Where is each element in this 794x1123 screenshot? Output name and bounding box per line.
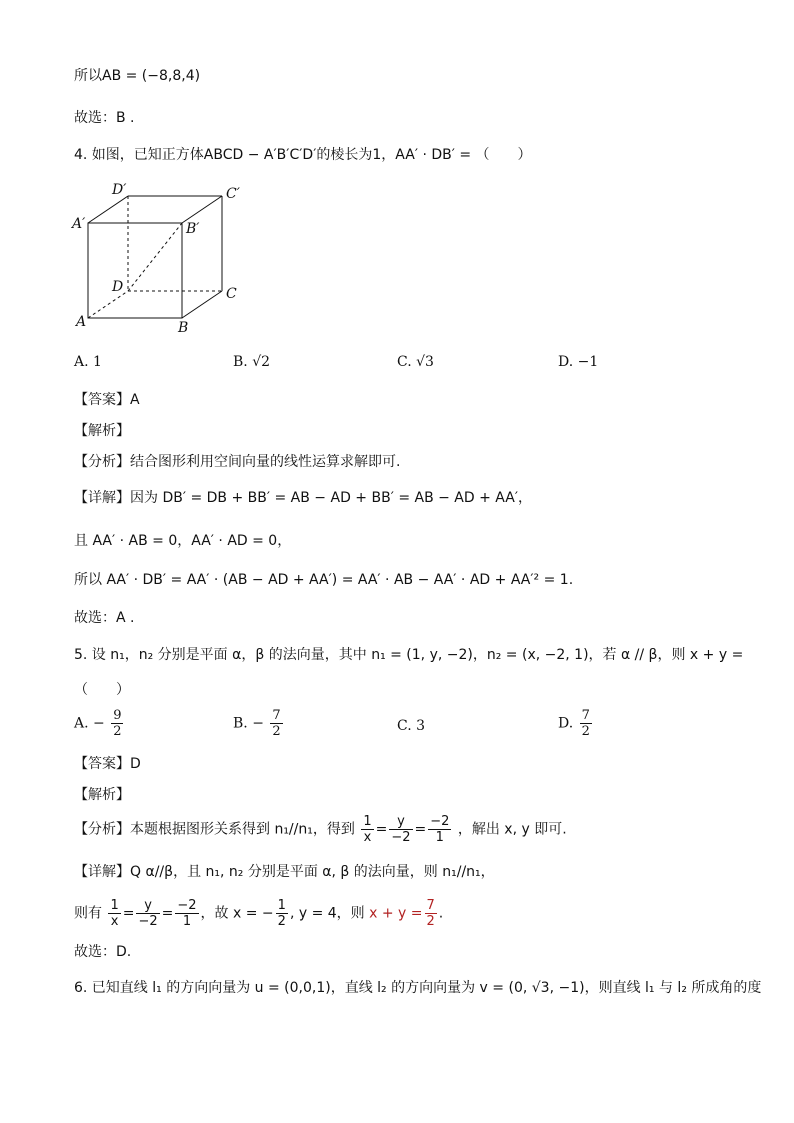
label-d: D (112, 279, 124, 295)
fraction-denominator: −2 (138, 914, 158, 929)
q4-detail-3: 所以 AA′ · DB′ = AA′ · (AB − AD + AA′) = AA′ · AB − AA′ · AD + AA′² = 1. (74, 572, 574, 588)
fraction-numerator: 1 (363, 814, 372, 829)
q5-choice: 故选：D. (74, 944, 132, 960)
q5-fenxi-fraction-2 (389, 814, 412, 845)
fraction-numerator: 1 (277, 898, 286, 913)
q5-option-b (233, 708, 285, 739)
fraction-numerator: −2 (430, 814, 450, 829)
q5-fenxi-text-b: ，解出 x, y 即可. (457, 821, 567, 838)
q4-answer: 【答案】A (74, 392, 140, 408)
prev-answer: 故选：B . (74, 110, 135, 126)
q5-option-b-prefix: B. − (233, 715, 264, 732)
fraction-denominator: 2 (581, 724, 590, 739)
cube-figure (70, 178, 250, 338)
fraction-denominator: 2 (426, 914, 435, 929)
q5-option-b-fraction (270, 708, 282, 739)
label-c: C (226, 286, 237, 302)
label-a: A (76, 314, 87, 330)
q5-detail-2-highlight: x + y = (369, 905, 423, 922)
fraction-numerator: 7 (426, 898, 435, 913)
q5-blank: （ ） (74, 682, 130, 698)
label-d-prime: D′ (112, 182, 127, 198)
q5-analysis-label: 【解析】 (74, 787, 130, 803)
q4-option-d: D. −1 (558, 354, 599, 370)
q5-detail-fraction-2 (136, 898, 159, 929)
fraction-numerator: 7 (581, 708, 590, 723)
q5-detail-fraction-1 (108, 898, 120, 929)
fraction-denominator: 2 (113, 724, 122, 739)
fraction-denominator: x (363, 830, 372, 845)
label-c-prime: C′ (226, 186, 240, 202)
label-a-prime: A′ (72, 216, 86, 232)
q4-choice: 故选：A . (74, 610, 135, 626)
fraction-denominator: −2 (391, 830, 411, 845)
q5-fenxi-text-a: 【分析】本题根据图形关系得到 n₁//n₁，得到 (74, 821, 355, 838)
prev-conclusion: 所以AB = (−8,8,4) (74, 68, 201, 84)
q4-analysis-label: 【解析】 (74, 423, 130, 439)
q5-option-a (74, 708, 125, 739)
q5-detail-2-text-c: , y = 4，则 (289, 905, 365, 922)
q4-option-b: B. √2 (233, 354, 271, 370)
fraction-denominator: 2 (272, 724, 281, 739)
fraction-numerator: y (389, 814, 412, 830)
q5-answer: 【答案】D (74, 756, 141, 772)
q5-option-d-prefix: D. (558, 715, 574, 732)
q5-fenxi: 【分析】本题根据图形关系得到 n₁//n₁，得到 $\frac{1}{x}$ = $\frac{y}{-2}$ = $\frac{-2}{1}$ ，解出 x, y 即可. (74, 814, 567, 845)
fraction-numerator: 9 (113, 708, 122, 723)
q5-detail-2-text-b: ，故 x = − (200, 905, 274, 922)
fraction-denominator: 2 (277, 914, 286, 929)
q4-stem: 4. 如图，已知正方体ABCD − A′B′C′D′的棱长为1，AA′ · DB′ = （ ） (74, 147, 532, 163)
q5-option-a-prefix: A. − (74, 715, 105, 732)
q5-fenxi-fraction-3 (428, 814, 451, 845)
fraction-numerator: 7 (272, 708, 281, 723)
label-b-prime: B′ (186, 221, 200, 237)
fraction-denominator: 1 (435, 830, 444, 845)
q4-option-c: C. √3 (397, 354, 434, 370)
q5-detail-fraction-5 (425, 898, 437, 929)
q4-detail-1: 【详解】因为 DB′ = DB + BB′ = AB − AD + BB′ = AB − AD + AA′， (74, 490, 533, 506)
q4-detail-2: 且 AA′ · AB = 0，AA′ · AD = 0， (74, 533, 292, 549)
q4-fenxi: 【分析】结合图形利用空间向量的线性运算求解即可. (74, 454, 401, 470)
q5-detail-fraction-4 (276, 898, 288, 929)
q5-option-d-fraction (580, 708, 592, 739)
fraction-numerator: y (136, 898, 159, 914)
q5-option-c: C. 3 (397, 718, 426, 734)
fraction-numerator: −2 (177, 898, 197, 913)
fraction-denominator: 1 (182, 914, 192, 929)
q5-detail-1: 【详解】Q α//β，且 n₁, n₂ 分别是平面 α, β 的法向量，则 n₁//n₁， (74, 864, 495, 880)
fraction-denominator: x (110, 914, 119, 929)
q5-detail-2: 则有 $\frac{1}{x}$ = $\frac{y}{-2}$ = $\frac{-2}{1}$ ，故 x = − $\frac{1}{2}$ , y = 4，则 x + y = $\frac{7}{2}$ . (74, 898, 444, 929)
q5-stem: 5. 设 n₁，n₂ 分别是平面 α，β 的法向量，其中 n₁ = (1, y, −2)，n₂ = (x, −2, 1)，若 α // β，则 x + y = (74, 647, 744, 663)
q5-option-a-fraction (111, 708, 123, 739)
q4-option-a: A. 1 (74, 354, 102, 370)
q5-option-d (558, 708, 594, 739)
q5-detail-fraction-3 (175, 898, 198, 929)
label-b: B (178, 320, 189, 336)
q5-detail-2-text-a: 则有 (74, 905, 102, 922)
q5-fenxi-fraction-1 (361, 814, 373, 845)
fraction-numerator: 1 (110, 898, 119, 913)
q6-stem: 6. 已知直线 l₁ 的方向向量为 u = (0,0,1)，直线 l₂ 的方向向量为 v = (0, √3, −1)，则直线 l₁ 与 l₂ 所成角的度 (74, 980, 762, 996)
